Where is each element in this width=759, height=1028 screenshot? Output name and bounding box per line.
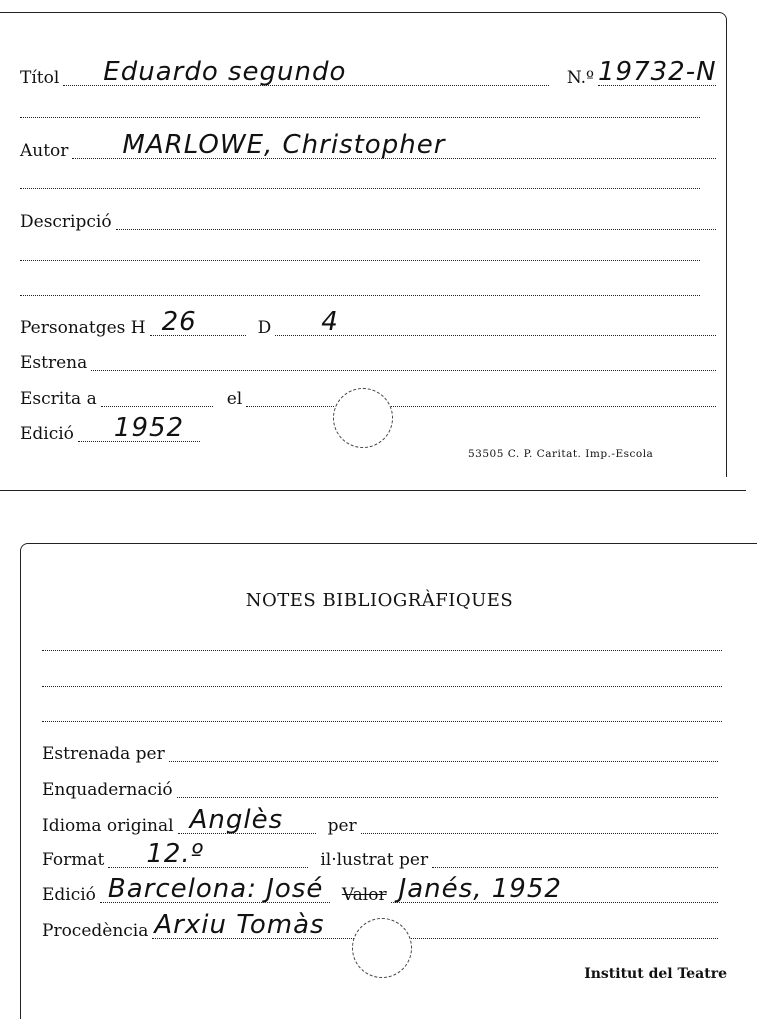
edicio-label: Edició <box>20 424 74 444</box>
num-label: N.º <box>566 68 594 88</box>
procedencia-value: Arxiu Tomàs <box>154 910 325 940</box>
estrenada-field <box>169 737 718 762</box>
edicio2-value-2: Janés, 1952 <box>398 874 562 904</box>
personatges-row <box>20 307 720 340</box>
punch-hole-bottom <box>352 918 412 978</box>
estrena-label: Estrena <box>20 353 88 373</box>
edicio2-label: Edició <box>42 885 96 905</box>
descripcio-field <box>116 205 716 230</box>
idioma-label: Idioma original <box>42 816 174 836</box>
idioma-per-field <box>361 809 718 834</box>
format-value: 12.º <box>146 839 204 869</box>
estrenada-row <box>42 736 722 766</box>
notes-line-3 <box>42 721 722 722</box>
descripcio-row <box>20 204 720 234</box>
format-row <box>42 839 722 872</box>
printer-imprint: 53505 C. P. Caritat. Imp.-Escola <box>468 448 654 460</box>
personatges-d-field <box>275 307 716 337</box>
personatges-h-value: 26 <box>161 307 197 337</box>
autor-row <box>20 130 720 163</box>
edicio2-row <box>42 874 722 907</box>
format-field <box>108 839 308 869</box>
procedencia-label: Procedència <box>42 921 149 941</box>
autor-label: Autor <box>20 141 69 161</box>
el-label: el <box>226 389 243 409</box>
edicio-value: 1952 <box>113 413 185 443</box>
format-label: Format <box>42 850 105 870</box>
titol-line-2 <box>20 117 700 118</box>
notes-line-2 <box>42 686 722 687</box>
notes-line-1 <box>42 650 722 651</box>
card-separator <box>0 490 746 491</box>
estrena-row <box>20 345 720 375</box>
escrita-field <box>101 382 213 407</box>
personatges-d-value: 4 <box>321 307 339 337</box>
num-value: 19732-N <box>598 57 717 87</box>
edicio2-field-1 <box>100 874 330 904</box>
punch-hole-top <box>333 388 393 448</box>
procedencia-field <box>152 910 718 940</box>
enquadernacio-row <box>42 772 722 802</box>
descripcio-line-2 <box>20 260 700 261</box>
el-field <box>246 382 716 407</box>
illustrat-label: il·lustrat per <box>320 850 429 870</box>
titol-value: Eduardo segundo <box>103 57 347 87</box>
idioma-row <box>42 805 722 838</box>
personatges-d-label: D <box>257 318 272 338</box>
descripcio-label: Descripció <box>20 212 112 232</box>
personatges-label: Personatges H <box>20 318 146 338</box>
enquadernacio-field <box>177 773 718 798</box>
autor-line-2 <box>20 188 700 189</box>
titol-row <box>20 57 720 90</box>
enquadernacio-label: Enquadernació <box>42 780 173 800</box>
illustrat-field <box>432 843 718 868</box>
idioma-per-label: per <box>327 816 357 836</box>
estrena-field <box>91 346 716 371</box>
institution-footer: Institut del Teatre <box>584 966 727 982</box>
idioma-value: Anglès <box>189 805 284 835</box>
edicio2-field-2 <box>391 874 718 904</box>
descripcio-line-3 <box>20 295 700 296</box>
escrita-label: Escrita a <box>20 389 97 409</box>
edicio2-value-1: Barcelona: José <box>107 874 324 904</box>
personatges-h-field <box>150 307 246 337</box>
estrenada-label: Estrenada per <box>42 744 165 764</box>
notes-title: NOTES BIBLIOGRÀFIQUES <box>245 590 514 611</box>
titol-field <box>63 57 549 87</box>
valor-label: Valor <box>341 885 387 905</box>
autor-field <box>72 130 716 160</box>
titol-label: Títol <box>20 68 60 88</box>
edicio-field <box>78 413 200 443</box>
autor-value: MARLOWE, Christopher <box>122 130 446 160</box>
num-field <box>598 57 717 87</box>
idioma-field <box>178 805 316 835</box>
